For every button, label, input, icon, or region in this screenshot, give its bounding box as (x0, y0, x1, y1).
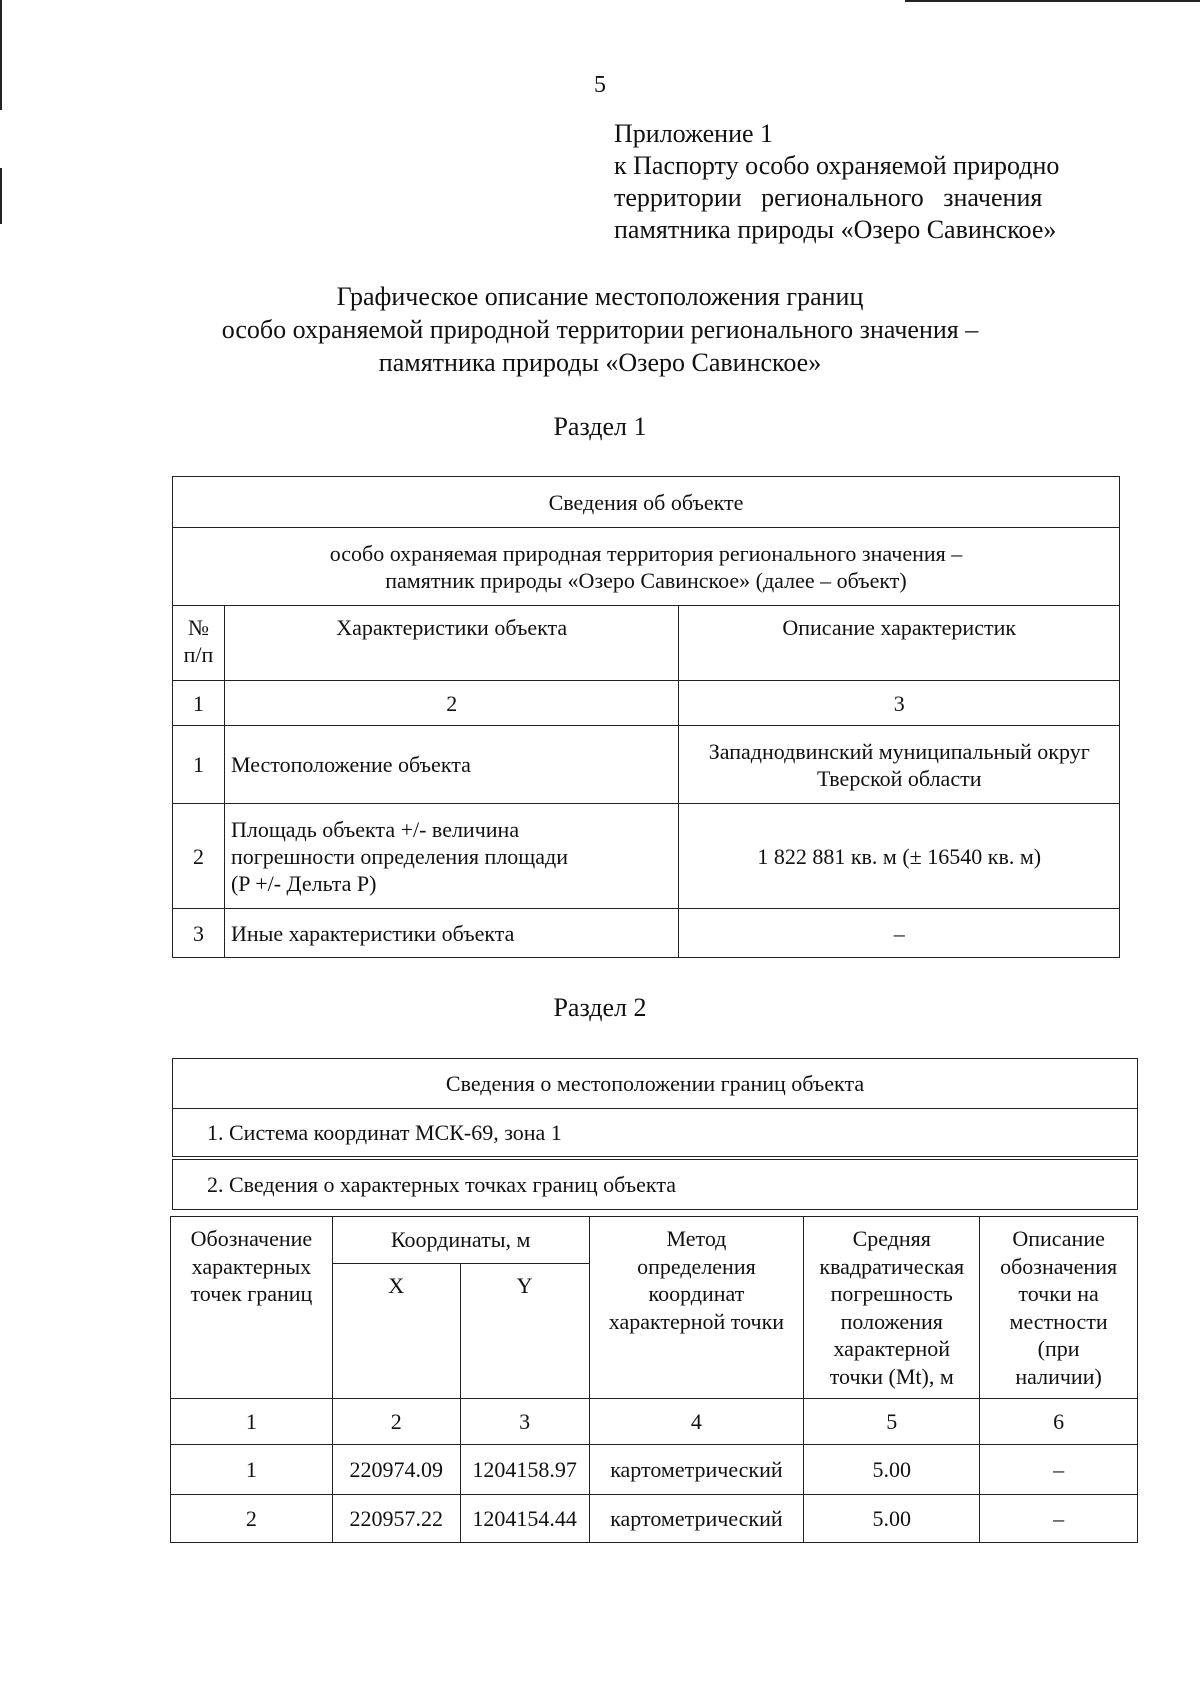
points-info: 2. Сведения о характерных точках границ объекта (173, 1160, 1138, 1210)
column-number-2: 2 (332, 1399, 460, 1445)
point-designation: 2 (171, 1495, 333, 1543)
boundary-info-header-table (172, 1058, 1138, 1157)
header-method-line-2: определения (637, 1253, 756, 1279)
title-line-1: Графическое описание местоположения границ (336, 282, 864, 311)
scan-edge-top (905, 0, 1200, 2)
row-characteristic-line-2: погрешности определения площади (230, 843, 568, 869)
row-description: 1 822 881 кв. м (± 16540 кв. м) (679, 804, 1120, 909)
point-error: 5.00 (804, 1445, 980, 1495)
document-title (0, 280, 1200, 379)
header-error-line-4: положения (840, 1308, 943, 1334)
points-info-table (172, 1159, 1138, 1210)
point-description: – (980, 1445, 1138, 1495)
header-error-line-5: характерной (833, 1336, 951, 1361)
header-y: Y (460, 1264, 589, 1399)
header-designation-line-3: точек границ (190, 1281, 313, 1306)
column-number-2: 2 (224, 681, 679, 726)
header-desc-line-1: Описание (1012, 1226, 1105, 1251)
table-row (173, 726, 1120, 804)
boundary-info-title: Сведения о местоположении границ объекта (173, 1059, 1138, 1109)
header-num-line-2: п/п (183, 642, 214, 667)
point-error: 5.00 (804, 1495, 980, 1543)
header-num-line-1: № (187, 615, 209, 640)
header-characteristics: Характеристики объекта (224, 606, 679, 681)
header-desc-line-3: точки на (1018, 1281, 1099, 1306)
appendix-line-4: памятника природы «Озеро Савинское» (614, 215, 1057, 244)
row-description (679, 726, 1120, 804)
column-number-3: 3 (460, 1399, 589, 1445)
table-row (173, 804, 1120, 909)
row-num: 2 (173, 804, 225, 909)
header-designation-line-1: Обозначение (190, 1226, 313, 1251)
row-characteristic: Местоположение объекта (224, 726, 679, 804)
appendix-line-1: Приложение 1 (614, 119, 774, 148)
header-desc-line-4: местности (1009, 1308, 1108, 1334)
header-desc-line-2: обозначения (1000, 1253, 1118, 1279)
object-info-title: Сведения об объекте (173, 477, 1120, 528)
table-row (171, 1495, 1138, 1543)
row-description-line-1: Западнодвинский муниципальный округ (708, 738, 1090, 764)
appendix-line-2: к Паспорту особо охраняемой природнo (614, 151, 1060, 180)
header-x: X (332, 1264, 460, 1399)
object-name-line-1: особо охраняемая природная территория регионального значения – (329, 540, 963, 566)
section-1-heading: Раздел 1 (553, 412, 647, 441)
scan-edge-left-lower (0, 168, 2, 224)
header-method-line-1: Метод (666, 1226, 727, 1251)
point-method: картометрический (589, 1445, 804, 1495)
point-y: 1204158.97 (460, 1445, 589, 1495)
title-line-3: памятника природы «Озеро Савинское» (378, 348, 822, 377)
row-description: – (679, 909, 1120, 958)
coordinate-system: 1. Система координат МСК-69, зона 1 (173, 1109, 1138, 1157)
coordinates-table (170, 1216, 1138, 1543)
header-error-line-1: Средняя (852, 1226, 931, 1251)
header-method-line-4: характерной точки (608, 1308, 785, 1334)
point-x: 220957.22 (332, 1495, 460, 1543)
appendix-header (614, 118, 1134, 246)
column-number-5: 5 (804, 1399, 980, 1445)
object-name-line-2: памятник природы «Озеро Савинское» (далее – объект) (385, 567, 907, 593)
title-line-2: особо охраняемой природной территории регионального значения – (221, 315, 979, 344)
header-point-description (980, 1217, 1138, 1399)
column-number-3: 3 (679, 681, 1120, 726)
header-method (589, 1217, 804, 1399)
header-designation (171, 1217, 333, 1399)
point-y: 1204154.44 (460, 1495, 589, 1543)
row-description-line-2: Тверской области (816, 765, 982, 791)
column-number-1: 1 (171, 1399, 333, 1445)
point-description: – (980, 1495, 1138, 1543)
column-number-4: 4 (589, 1399, 804, 1445)
header-error-line-3: погрешность (830, 1281, 953, 1306)
object-info-table (172, 476, 1120, 958)
row-characteristic: Иные характеристики объекта (224, 909, 679, 958)
row-characteristic-line-1: Площадь объекта +/- величина (230, 816, 520, 842)
object-name-cell (173, 528, 1120, 606)
appendix-line-3: территории регионального значения (614, 183, 1043, 212)
row-num: 1 (173, 726, 225, 804)
header-method-line-3: координат (648, 1281, 745, 1306)
header-desc-line-5: (при (1037, 1336, 1080, 1361)
header-error (804, 1217, 980, 1399)
header-description: Описание характеристик (679, 606, 1120, 681)
point-method: картометрический (589, 1495, 804, 1543)
row-characteristic-line-3: (P +/- Дельта P) (230, 870, 377, 896)
point-x: 220974.09 (332, 1445, 460, 1495)
header-num (173, 606, 225, 681)
header-error-line-6: точки (Mt), м (829, 1363, 954, 1389)
section-2-heading: Раздел 2 (553, 993, 647, 1022)
page-number: 5 (594, 72, 606, 98)
row-num: 3 (173, 909, 225, 958)
header-error-line-2: квадратическая (819, 1253, 965, 1279)
table-row (171, 1445, 1138, 1495)
header-coordinates: Координаты, м (332, 1217, 589, 1264)
point-designation: 1 (171, 1445, 333, 1495)
header-desc-line-6: наличии) (1015, 1363, 1102, 1389)
column-number-6: 6 (980, 1399, 1138, 1445)
column-number-1: 1 (173, 681, 225, 726)
row-characteristic (224, 804, 679, 909)
table-row (173, 909, 1120, 958)
header-designation-line-2: характерных (191, 1253, 312, 1279)
